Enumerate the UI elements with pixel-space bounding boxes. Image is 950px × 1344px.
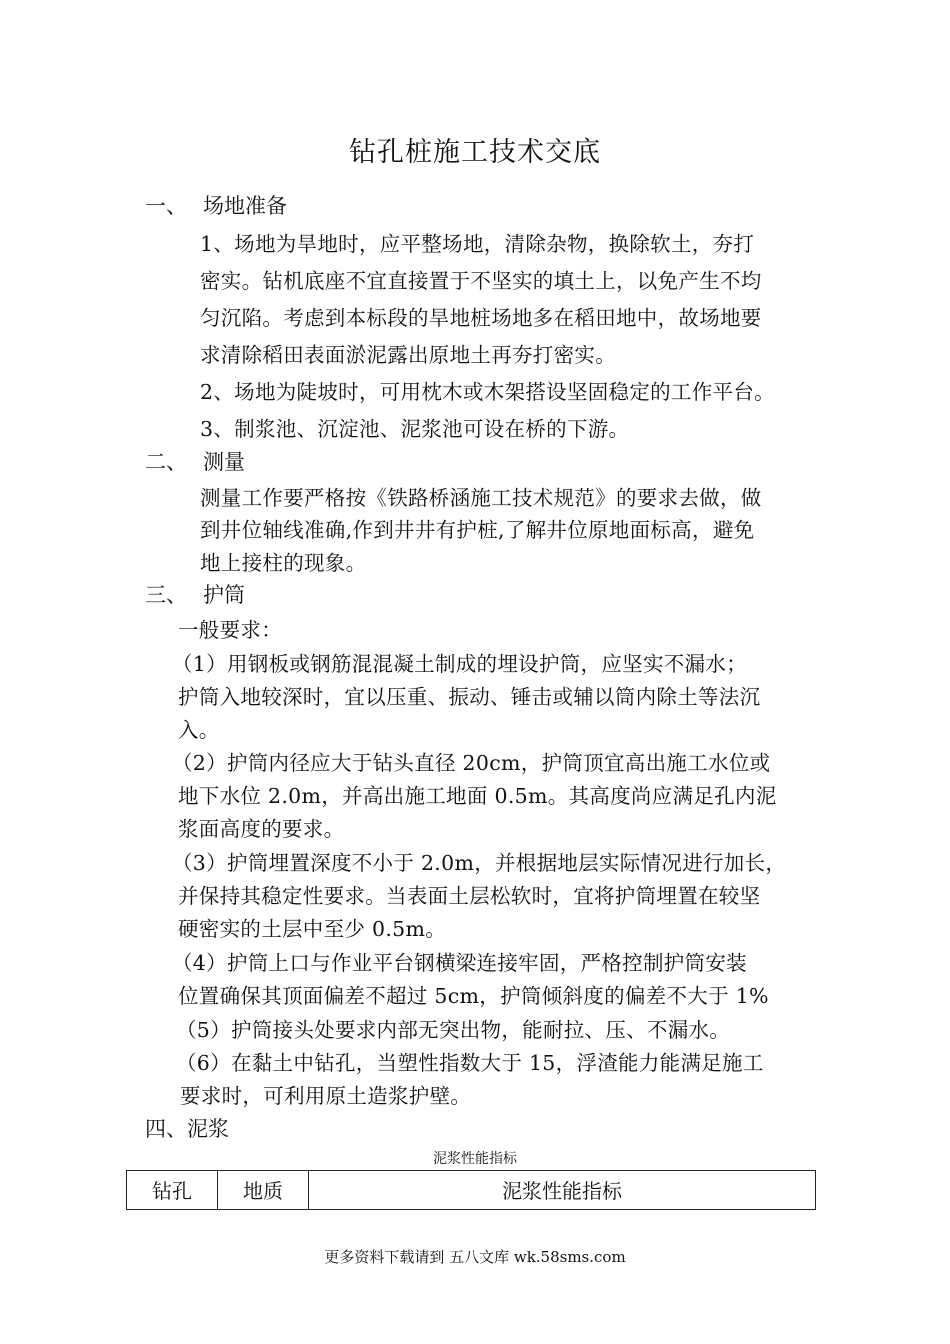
- paragraph-line: 一般要求：: [178, 618, 282, 642]
- paragraph-line: 1、场地为旱地时，应平整场地，清除杂物，换除软土，夯打: [200, 232, 755, 256]
- paragraph-line: （6）在黏土中钻孔，当塑性指数大于 15，浮渣能力能满足施工: [176, 1051, 764, 1075]
- table-caption: 泥浆性能指标: [433, 1151, 517, 1167]
- section-1-number: 一、: [145, 194, 187, 218]
- footer-text: 更多资料下载请到 五八文库 wk.58sms.com: [324, 1248, 626, 1266]
- section-2-number: 二、: [145, 450, 187, 474]
- paragraph-line: 地上接柱的现象。: [200, 551, 367, 575]
- paragraph-line: 位置确保其顶面偏差不超过 5cm，护筒倾斜度的偏差不大于 1%: [178, 984, 769, 1008]
- table-header-cell: 泥浆性能指标: [309, 1171, 816, 1210]
- paragraph-line: 浆面高度的要求。: [178, 817, 345, 841]
- paragraph-line: 密实。钻机底座不宜直接置于不坚实的填土上，以免产生不均: [200, 269, 762, 293]
- paragraph-line: （4）护筒上口与作业平台钢横梁连接牢固，严格控制护筒安装: [172, 951, 747, 975]
- paragraph-line: （3）护筒埋置深度不小于 2.0m，并根据地层实际情况进行加长，: [172, 851, 787, 875]
- paragraph-line: 求清除稻田表面淤泥露出原地土再夯打密实。: [200, 343, 616, 367]
- paragraph-line: 2、场地为陡坡时，可用枕木或木架搭设坚固稳定的工作平台。: [200, 380, 775, 404]
- paragraph-line: 地下水位 2.0m，并高出施工地面 0.5m。其高度尚应满足孔内泥: [178, 784, 777, 808]
- section-1-heading: 场地准备: [203, 194, 287, 218]
- paragraph-line: 入。: [178, 718, 220, 742]
- table-header-cell: 地质: [218, 1171, 309, 1210]
- paragraph-line: 3、制浆池、沉淀池、泥浆池可设在桥的下游。: [200, 417, 630, 441]
- table-header-row: [127, 1171, 816, 1210]
- section-2-heading: 测量: [203, 450, 245, 474]
- paragraph-line: 护筒入地较深时，宜以压重、振动、锤击或辅以筒内除土等法沉: [178, 685, 761, 709]
- paragraph-line: 匀沉陷。考虑到本标段的旱地桩场地多在稻田地中，故场地要: [200, 306, 762, 330]
- section-3-heading: 护筒: [203, 583, 245, 607]
- paragraph-line: （1）用钢板或钢筋混混凝土制成的埋设护筒，应坚实不漏水；: [172, 652, 747, 676]
- paragraph-line: 并保持其稳定性要求。当表面土层松软时，宜将护筒埋置在较坚: [178, 884, 761, 908]
- paragraph-line: 测量工作要严格按《铁路桥涵施工技术规范》的要求去做，做: [200, 486, 762, 510]
- paragraph-line: 要求时，可利用原土造浆护壁。: [180, 1084, 472, 1108]
- table-header-cell: 钻孔: [127, 1171, 218, 1210]
- paragraph-line: 硬密实的土层中至少 0.5m。: [178, 917, 447, 941]
- section-4-heading: 四、泥浆: [145, 1117, 229, 1141]
- page-title: 钻孔桩施工技术交底: [349, 137, 601, 168]
- mud-performance-table: [126, 1170, 816, 1210]
- paragraph-line: （5）护筒接头处要求内部无突出物，能耐拉、压、不漏水。: [176, 1018, 731, 1042]
- paragraph-line: （2）护筒内径应大于钻头直径 20cm，护筒顶宜高出施工水位或: [172, 751, 771, 775]
- paragraph-line: 到井位轴线准确,作到井井有护桩,了解井位原地面标高，避免: [200, 518, 755, 542]
- section-3-number: 三、: [145, 583, 187, 607]
